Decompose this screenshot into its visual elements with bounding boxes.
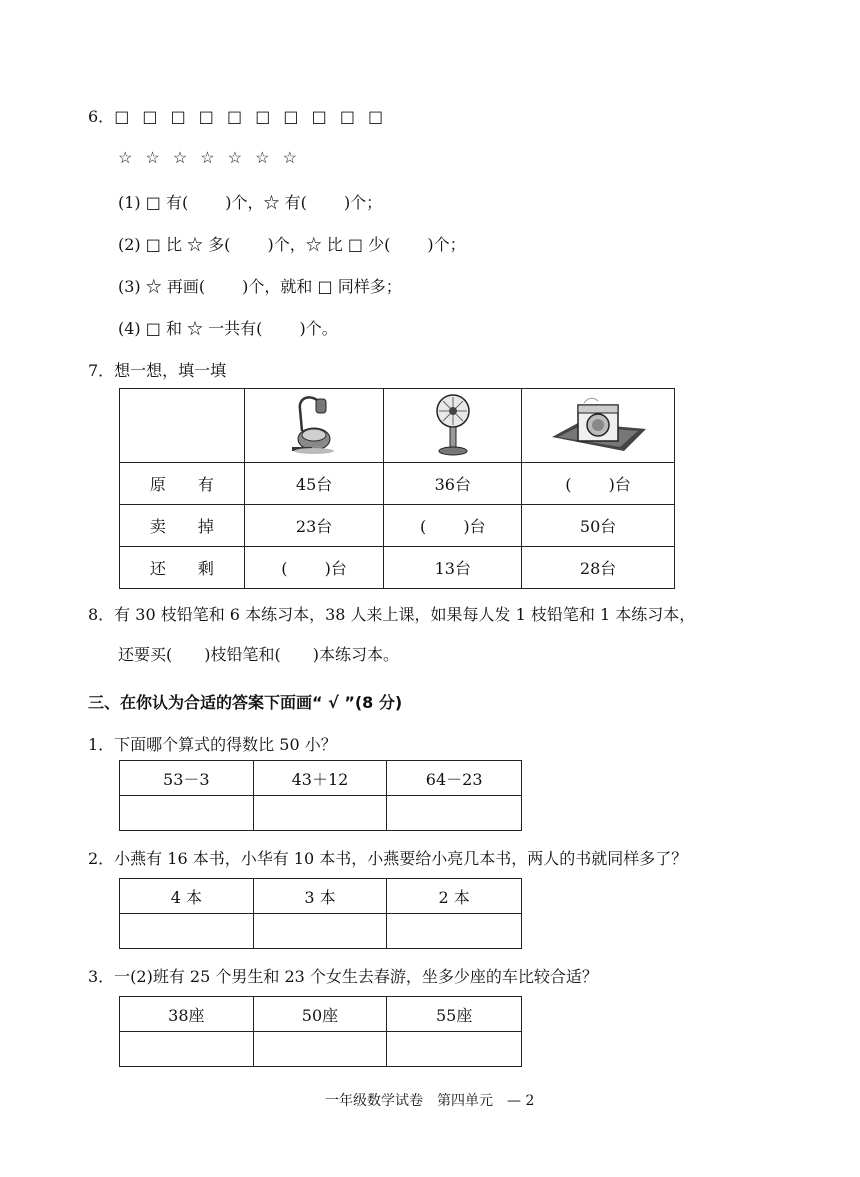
q7-row-3-cell-2: 13台: [384, 547, 522, 589]
s3-q1-answer-2[interactable]: [253, 796, 387, 831]
washing-machine-icon: [548, 393, 648, 455]
q7-row-1-label: 原 有: [120, 463, 245, 505]
s3-q3-option-1: 38座: [120, 997, 254, 1032]
s3-q2-answer-1[interactable]: [120, 914, 254, 949]
q6-sub-4: (4) □ 和 ☆ 一共有( )个。: [118, 319, 338, 338]
s3-q3-option-2: 50座: [253, 997, 387, 1032]
s3-q3-answer-3[interactable]: [387, 1032, 522, 1067]
s3-q1-answer-1[interactable]: [120, 796, 254, 831]
s3-q3-text: 3．一(2)班有 25 个男生和 23 个女生去春游，坐多少座的车比较合适？: [88, 967, 598, 986]
q7-row-1-cell-1: 45台: [244, 463, 384, 505]
q7-row-1-cell-3[interactable]: ( )台: [522, 463, 675, 505]
q7-img-cell-2: [384, 389, 522, 463]
q7-row-3-cell-3: 28台: [522, 547, 675, 589]
q6-number: 6．: [88, 107, 115, 126]
q7-row-2-label: 卖 掉: [120, 505, 245, 547]
q8-line-2: 还要买( )枝铅笔和( )本练习本。: [118, 645, 399, 664]
q8-line-1: 8．有 30 枝铅笔和 6 本练习本，38 人来上课，如果每人发 1 枝铅笔和 1 本练习本，: [88, 605, 696, 624]
s3-q3-answer-2[interactable]: [253, 1032, 387, 1067]
s3-q2-table: [119, 878, 522, 949]
q7-row-2-cell-2[interactable]: ( )台: [384, 505, 522, 547]
q7-row-1: [120, 463, 675, 505]
q7-img-cell-3: [522, 389, 675, 463]
s3-q1-text: 1．下面哪个算式的得数比 50 小？: [88, 735, 337, 754]
q6-sub-1: (1) □ 有( )个，☆ 有( )个；: [118, 193, 383, 212]
q7-img-cell-1: [244, 389, 384, 463]
q7-title: 7．想一想，填一填: [88, 361, 227, 380]
s3-q1-table: [119, 760, 522, 831]
vacuum-cleaner-icon: [284, 391, 344, 457]
section-3-title: 三、在你认为合适的答案下面画“ √ ”(8 分): [88, 693, 403, 712]
s3-q2-answer-3[interactable]: [387, 914, 522, 949]
s3-q1-option-2: 43＋12: [253, 761, 387, 796]
s3-q1-option-3: 64－23: [387, 761, 522, 796]
q7-row-1-cell-2: 36台: [384, 463, 522, 505]
q7-row-2-cell-1: 23台: [244, 505, 384, 547]
q7-empty-header: [120, 389, 245, 463]
s3-q3-option-3: 55座: [387, 997, 522, 1032]
q7-row-3-cell-1[interactable]: ( )台: [244, 547, 384, 589]
s3-q2-option-3: 2 本: [387, 879, 522, 914]
q6-stars: ☆ ☆ ☆ ☆ ☆ ☆ ☆: [118, 148, 301, 167]
q6-squares: □ □ □ □ □ □ □ □ □ □: [114, 107, 388, 126]
s3-q3-answer-1[interactable]: [120, 1032, 254, 1067]
q6-sub-3: (3) ☆ 再画( )个，就和 □ 同样多；: [118, 277, 402, 296]
q7-row-3: [120, 547, 675, 589]
s3-q3-table: [119, 996, 522, 1067]
q7-row-2-cell-3: 50台: [522, 505, 675, 547]
s3-q1-answer-3[interactable]: [387, 796, 522, 831]
s3-q2-option-2: 3 本: [253, 879, 387, 914]
s3-q2-option-1: 4 本: [120, 879, 254, 914]
page-footer: 一年级数学试卷 第四单元 — 2: [325, 1093, 535, 1109]
q6-sub-2: (2) □ 比 ☆ 多( )个，☆ 比 □ 少( )个；: [118, 235, 466, 254]
s3-q2-answer-2[interactable]: [253, 914, 387, 949]
s3-q1-option-1: 53－3: [120, 761, 254, 796]
s3-q2-text: 2．小燕有 16 本书，小华有 10 本书，小燕要给小亮几本书，两人的书就同样多了？: [88, 849, 688, 868]
q6-squares-line: [88, 104, 387, 127]
electric-fan-icon: [428, 391, 478, 457]
q7-image-row: [120, 389, 675, 463]
q7-row-3-label: 还 剩: [120, 547, 245, 589]
q7-row-2: [120, 505, 675, 547]
q7-table: [119, 388, 675, 589]
